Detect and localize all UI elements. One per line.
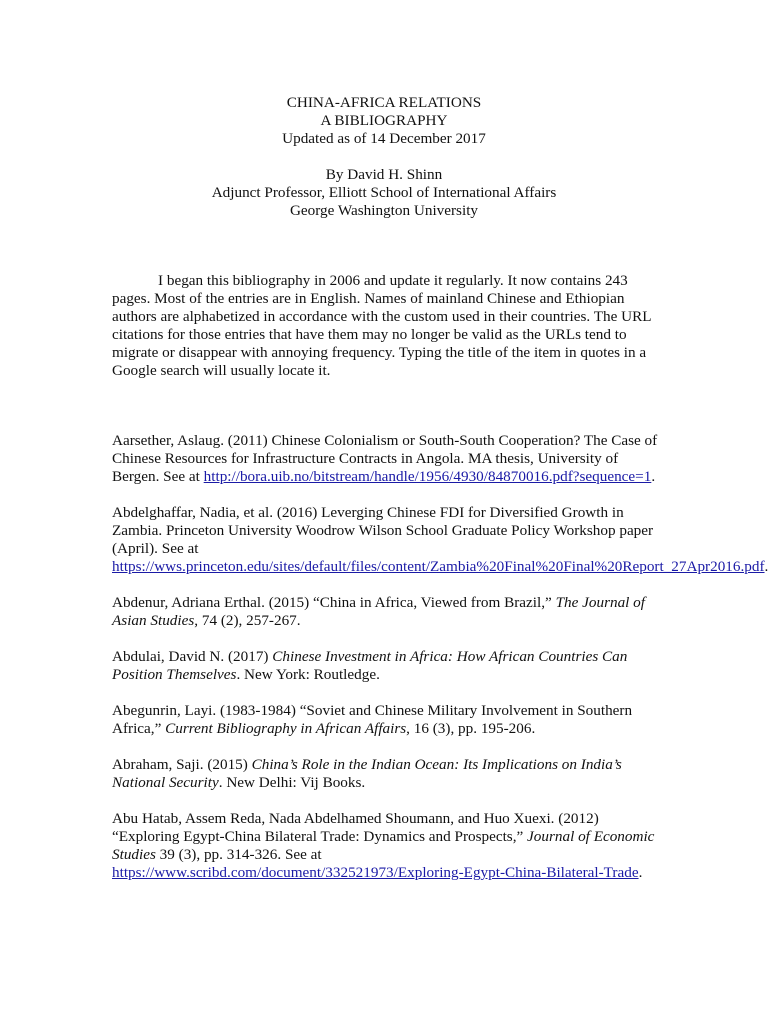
entry-text: . New York: Routledge.	[236, 666, 380, 683]
entry-link[interactable]: http://bora.uib.no/bitstream/handle/1956/4930/84870016.pdf?sequence=1	[203, 468, 652, 485]
document-header	[0, 94, 768, 220]
author-position: Adjunct Professor, Elliott School of International Affairs	[211, 184, 557, 201]
entry-text: Abdenur, Adriana Erthal. (2015) “China in Africa, Viewed from Brazil,”	[112, 594, 556, 611]
intro-paragraph: I began this bibliography in 2006 and update it regularly. It now contains 243 pages. Most of the entries are in English. Names of mainland Chinese and Ethiopian authors are alphabetized in accordance with the custom used in their countries. The URL citations for those entries that have them may no longer be valid as the URLs tend to migrate or disappear with annoying frequency. Typing the title of the item in quotes in a Google search will usually locate it.	[112, 272, 651, 379]
entry-text: , 16 (3), pp. 195-206.	[406, 720, 536, 737]
entry-book-title: China’s Role in the Indian Ocean: Its Implications on India’s National Security	[112, 756, 622, 791]
bibliography-entry	[112, 594, 664, 630]
entry-book-title: Chinese Investment in Africa: How African Countries Can Position Themselves	[112, 648, 628, 683]
entry-text: Abu Hatab, Assem Reda, Nada Abdelhamed Shoumann, and Huo Xuexi. (2012) “Exploring Egypt-China Bilateral Trade: Dynamics and Prospects,”	[112, 810, 599, 845]
entry-text: Abegunrin, Layi. (1983-1984) “Soviet and Chinese Military Involvement in Southern Africa,”	[112, 702, 633, 737]
update-date: Updated as of 14 December 2017	[282, 130, 486, 147]
document-title: CHINA-AFRICA RELATIONS	[286, 94, 482, 111]
entry-text: .	[651, 468, 656, 485]
bibliography-entry	[112, 810, 664, 882]
entry-text: Aarsether, Aslaug. (2011) Chinese Colonialism or South-South Cooperation? The Case of Chinese Resources for Infrastructure Contracts in Angola. MA thesis, University of Bergen. See at	[112, 432, 658, 485]
author-name: By David H. Shinn	[325, 166, 443, 183]
entry-text: Abdulai, David N. (2017)	[112, 648, 273, 665]
entry-text: .	[638, 864, 643, 881]
entry-link[interactable]: https://www.scribd.com/document/332521973/Exploring-Egypt-China-Bilateral-Trade	[112, 864, 639, 881]
bibliography-entry	[112, 432, 664, 486]
entry-text: Abdelghaffar, Nadia, et al. (2016) Leverging Chinese FDI for Diversified Growth in Zambia. Princeton University Woodrow Wilson School Graduate Policy Workshop paper (April). See at	[112, 504, 654, 557]
header-spacer	[0, 148, 768, 166]
entry-text: , 74 (2), 257-267.	[194, 612, 301, 629]
bibliography-entry	[112, 648, 664, 684]
author-institution: George Washington University	[289, 202, 479, 219]
entry-text: Abraham, Saji. (2015)	[112, 756, 252, 773]
bibliography-entry	[112, 702, 664, 738]
entry-text: 39 (3), pp. 314-326. See at	[155, 846, 322, 863]
entry-journal-title: Current Bibliography in African Affairs	[165, 720, 407, 737]
entry-journal-title: Journal of Economic Studies	[112, 828, 655, 863]
document-subtitle: A BIBLIOGRAPHY	[320, 112, 448, 129]
bibliography-entry	[112, 504, 768, 576]
bibliography-entry	[112, 756, 664, 792]
bibliography-list	[112, 432, 768, 900]
entry-journal-title: The Journal of Asian Studies	[112, 594, 645, 629]
entry-link[interactable]: https://wws.princeton.edu/sites/default/files/content/Zambia%20Final%20Final%20Report_27Apr2016.pdf	[112, 558, 765, 575]
entry-text: . New Delhi: Vij Books.	[218, 774, 366, 791]
entry-text: .	[764, 558, 768, 575]
